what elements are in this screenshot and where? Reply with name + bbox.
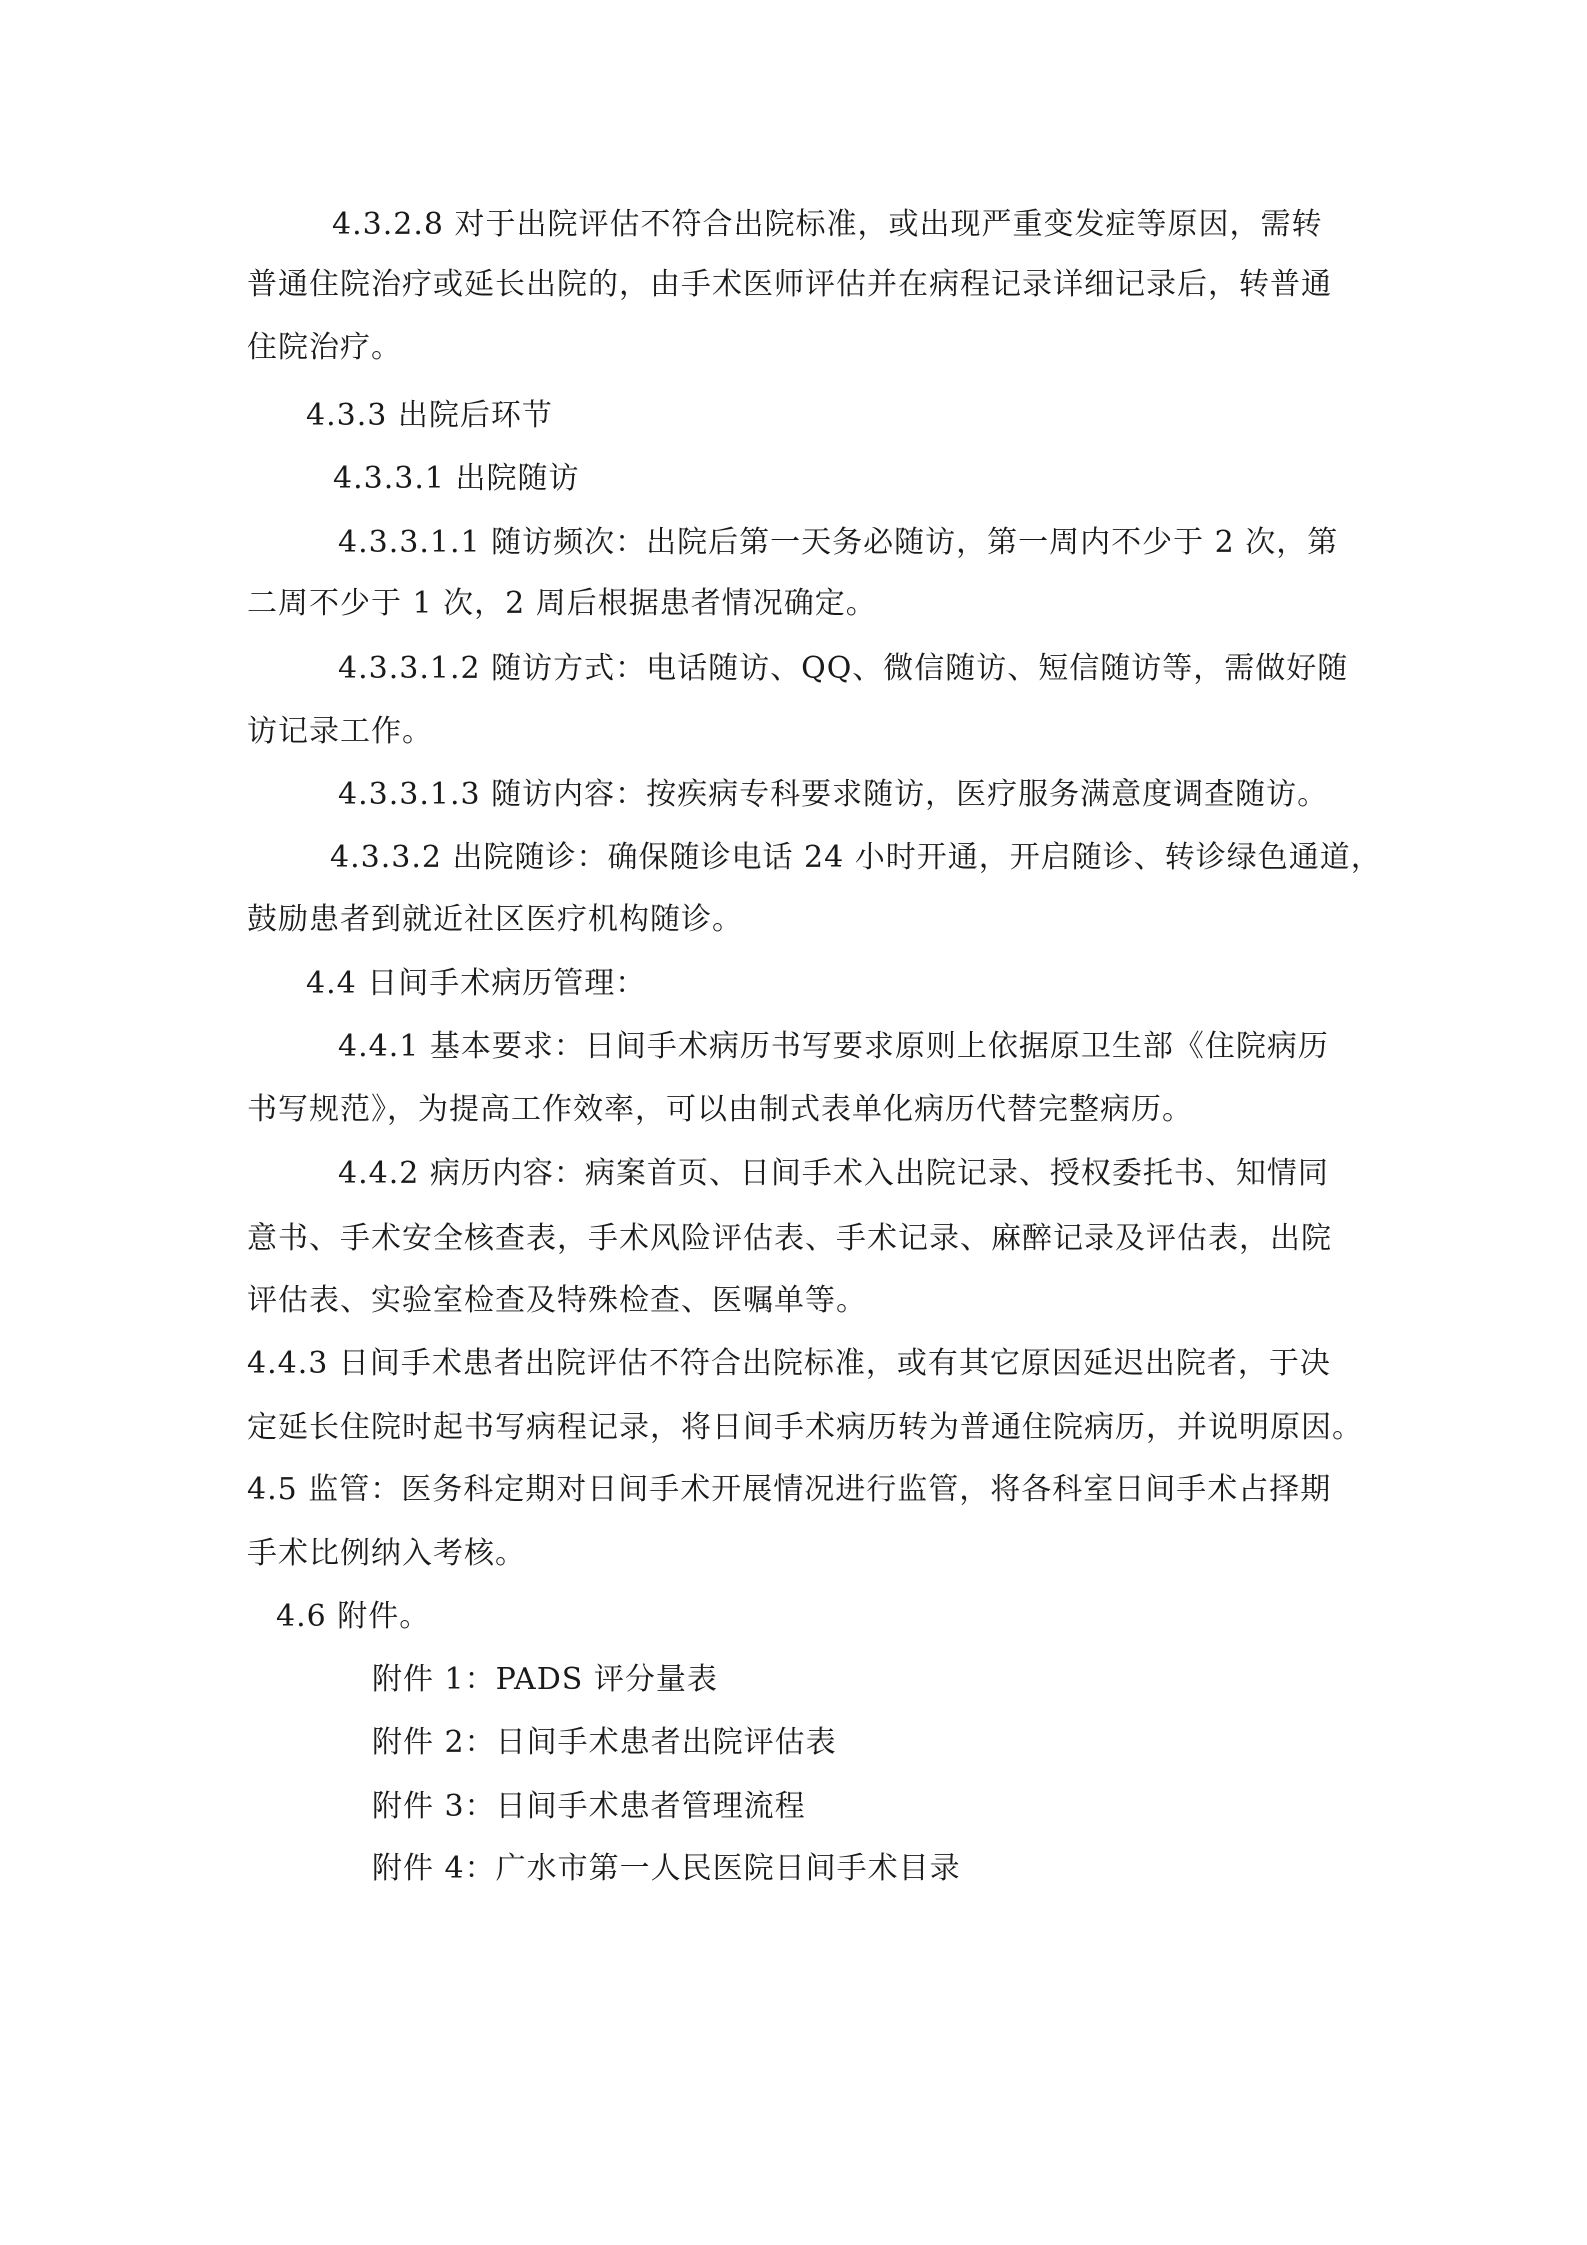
attachment-4: 附件 4：广水市第一人民医院日间手术目录 (372, 1851, 961, 1886)
paragraph-4-4-1-line-2: 书写规范》，为提高工作效率，可以由制式表单化病历代替完整病历。 (247, 1092, 1193, 1127)
paragraph-4-4-2-line-1: 4.4.2 病历内容：病案首页、日间手术入出院记录、授权委托书、知情同 (338, 1156, 1329, 1191)
paragraph-4-3-2-8-line-1: 4.3.2.8 对于出院评估不符合出院标准，或出现严重变发症等原因，需转 (332, 207, 1323, 242)
paragraph-4-4-1-line-1: 4.4.1 基本要求：日间手术病历书写要求原则上依据原卫生部《住院病历 (338, 1029, 1329, 1064)
paragraph-4-3-2-8-line-3: 住院治疗。 (247, 330, 402, 365)
paragraph-4-3-3-1-1-line-2: 二周不少于 1 次，2 周后根据患者情况确定。 (247, 586, 877, 621)
paragraph-4-4-3-line-1: 4.4.3 日间手术患者出院评估不符合出院标准，或有其它原因延迟出院者，于决 (247, 1346, 1331, 1381)
heading-4-4: 4.4 日间手术病历管理： (306, 966, 647, 1001)
paragraph-4-4-2-line-3: 评估表、实验室检查及特殊检查、医嘱单等。 (247, 1283, 867, 1318)
paragraph-4-5-line-1: 4.5 监管：医务科定期对日间手术开展情况进行监管，将各科室日间手术占择期 (247, 1472, 1332, 1507)
paragraph-4-3-3-1-3: 4.3.3.1.3 随访内容：按疾病专科要求随访，医疗服务满意度调查随访。 (338, 777, 1329, 812)
paragraph-4-3-3-2-line-1: 4.3.3.2 出院随诊：确保随诊电话 24 小时开通，开启随诊、转诊绿色通道， (330, 840, 1382, 875)
attachment-1: 附件 1：PADS 评分量表 (372, 1662, 718, 1697)
paragraph-4-4-3-line-2: 定延长住院时起书写病程记录，将日间手术病历转为普通住院病历，并说明原因。 (247, 1410, 1363, 1445)
paragraph-4-4-2-line-2: 意书、手术安全核查表，手术风险评估表、手术记录、麻醉记录及评估表，出院 (247, 1221, 1332, 1256)
attachment-2: 附件 2：日间手术患者出院评估表 (372, 1725, 837, 1760)
paragraph-4-3-3-1-2-line-2: 访记录工作。 (247, 714, 433, 749)
heading-4-6: 4.6 附件。 (276, 1599, 431, 1634)
paragraph-4-3-3-1-2-line-1: 4.3.3.1.2 随访方式：电话随访、QQ、微信随访、短信随访等，需做好随 (338, 651, 1349, 686)
paragraph-4-3-3-1-1-line-1: 4.3.3.1.1 随访频次：出院后第一天务必随访，第一周内不少于 2 次，第 (338, 525, 1339, 560)
attachment-3: 附件 3：日间手术患者管理流程 (372, 1789, 806, 1824)
paragraph-4-3-3-2-line-2: 鼓励患者到就近社区医疗机构随诊。 (247, 902, 743, 937)
paragraph-4-3-2-8-line-2: 普通住院治疗或延长出院的，由手术医师评估并在病程记录详细记录后，转普通 (247, 267, 1332, 302)
heading-4-3-3-1: 4.3.3.1 出院随访 (333, 461, 580, 496)
heading-4-3-3: 4.3.3 出院后环节 (306, 398, 553, 433)
paragraph-4-5-line-2: 手术比例纳入考核。 (247, 1536, 526, 1571)
